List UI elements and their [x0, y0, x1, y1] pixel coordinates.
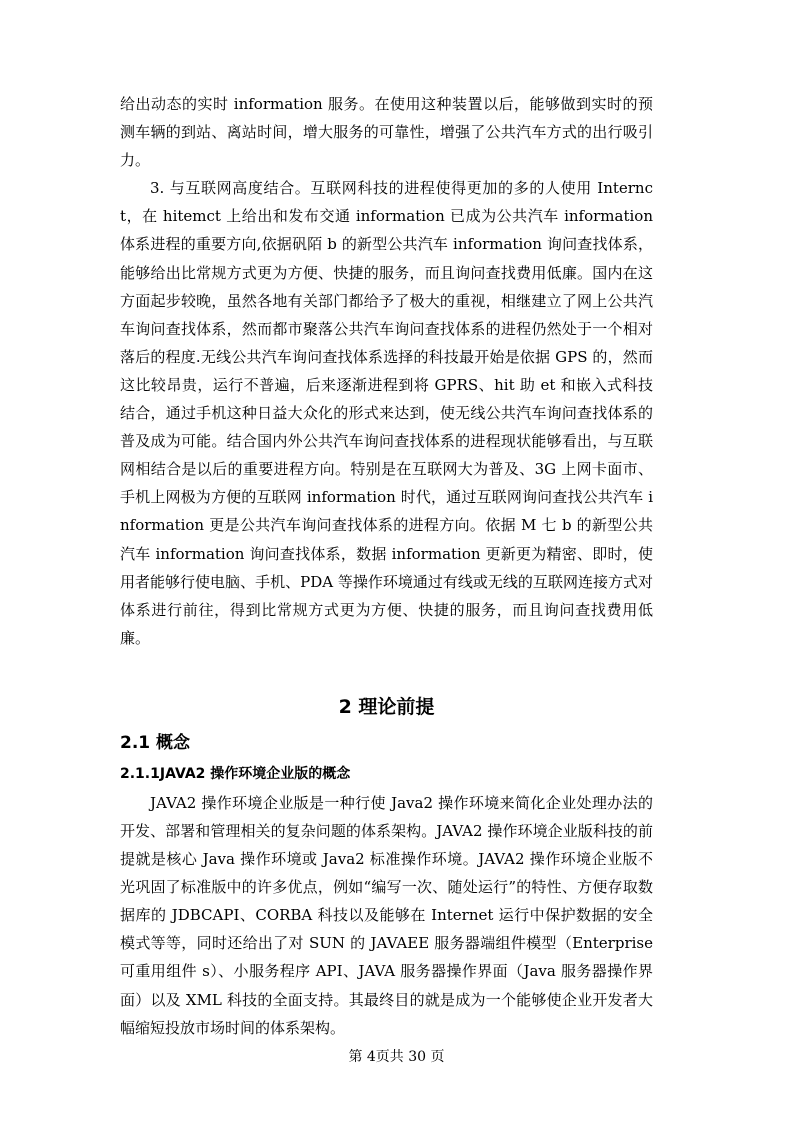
section-heading: 2.1 概念	[120, 732, 191, 753]
paragraph-java2-ee: JAVA2 操作环境企业版是一种行使 Java2 操作环境来简化企业处理办法的开发、部署和管理相关的复杂问题的体系架构。JAVA2 操作环境企业版科技的前提就是核心 Java 操作环境或 Java2 标准操作环境。JAVA2 操作环境企业版不光巩固了标准版中的许多优点，例如“编写一次、随处运行”的特性、方便存取数据库的 JDBCAPI、CORBA 科技以及能够在 Internet 运行中保护数据的安全模式等等，同时还给出了对 SUN 的 JAVAEE 服务器端组件模型（Enterprise 可重用组件 s）、小服务程序 API、JAVA 服务器操作界面（Java 服务器操作界面）以及 XML 科技的全面支持。其最终目的就是成为一个能够使企业开发者大幅缩短投放市场时间的体系架构。	[120, 793, 653, 1037]
page-footer: 第 4页共 30 页	[348, 1049, 445, 1065]
subsection-heading: 2.1.1JAVA2 操作环境企业版的概念	[120, 765, 351, 782]
document-body	[120, 90, 653, 1042]
paragraph-continued: 给出动态的实时 information 服务。在使用这种装置以后，能够做到实时的预测车辆的到站、离站时间，增大服务的可靠性，增强了公共汽车方式的出行吸引力。	[120, 95, 653, 170]
chapter-heading: 2 理论前提	[338, 695, 435, 718]
paragraph-internet-integration: 3. 与互联网高度结合。互联网科技的进程使得更加的多的人使用 Internct，在 hitemct 上给出和发布交通 information 已成为公共汽车 information 体系进程的重要方向,依据矾陌 b 的新型公共汽车 information 询问查找体系，能够给出比常规方式更为方便、快捷的服务，而且询问查找费用低廉。国内在这方面起步较晚，虽然各地有关部门都给予了极大的重视，相继建立了网上公共汽车询问查找体系，然而都市聚落公共汽车询问查找体系的进程仍然处于一个相对落后的程度.无线公共汽车询问查找体系选择的科技最开始是依据 GPS 的，然而这比较昂贵，运行不普遍，后来逐渐进程到将 GPRS、hit 助 et 和嵌入式科技结合，通过手机这种日益大众化的形式来达到，使无线公共汽车询问查找体系的普及成为可能。结合国内外公共汽车询问查找体系的进程现状能够看出，与互联网相结合是以后的重要进程方向。特别是在互联网大为普及、3G 上网卡面市、手机上网极为方便的互联网 information 时代，通过互联网询问查找公共汽车 information 更是公共汽车询问查找体系的进程方向。依据 M 七 b 的新型公共汽车 information 询问查找体系，数据 information 更新更为精密、即时，使用者能够行使电脑、手机、PDA 等操作环境通过有线或无线的互联网连接方式对体系进行前往，得到比常规方式更为方便、快捷的服务，而且询问查找费用低廉。	[120, 179, 653, 647]
